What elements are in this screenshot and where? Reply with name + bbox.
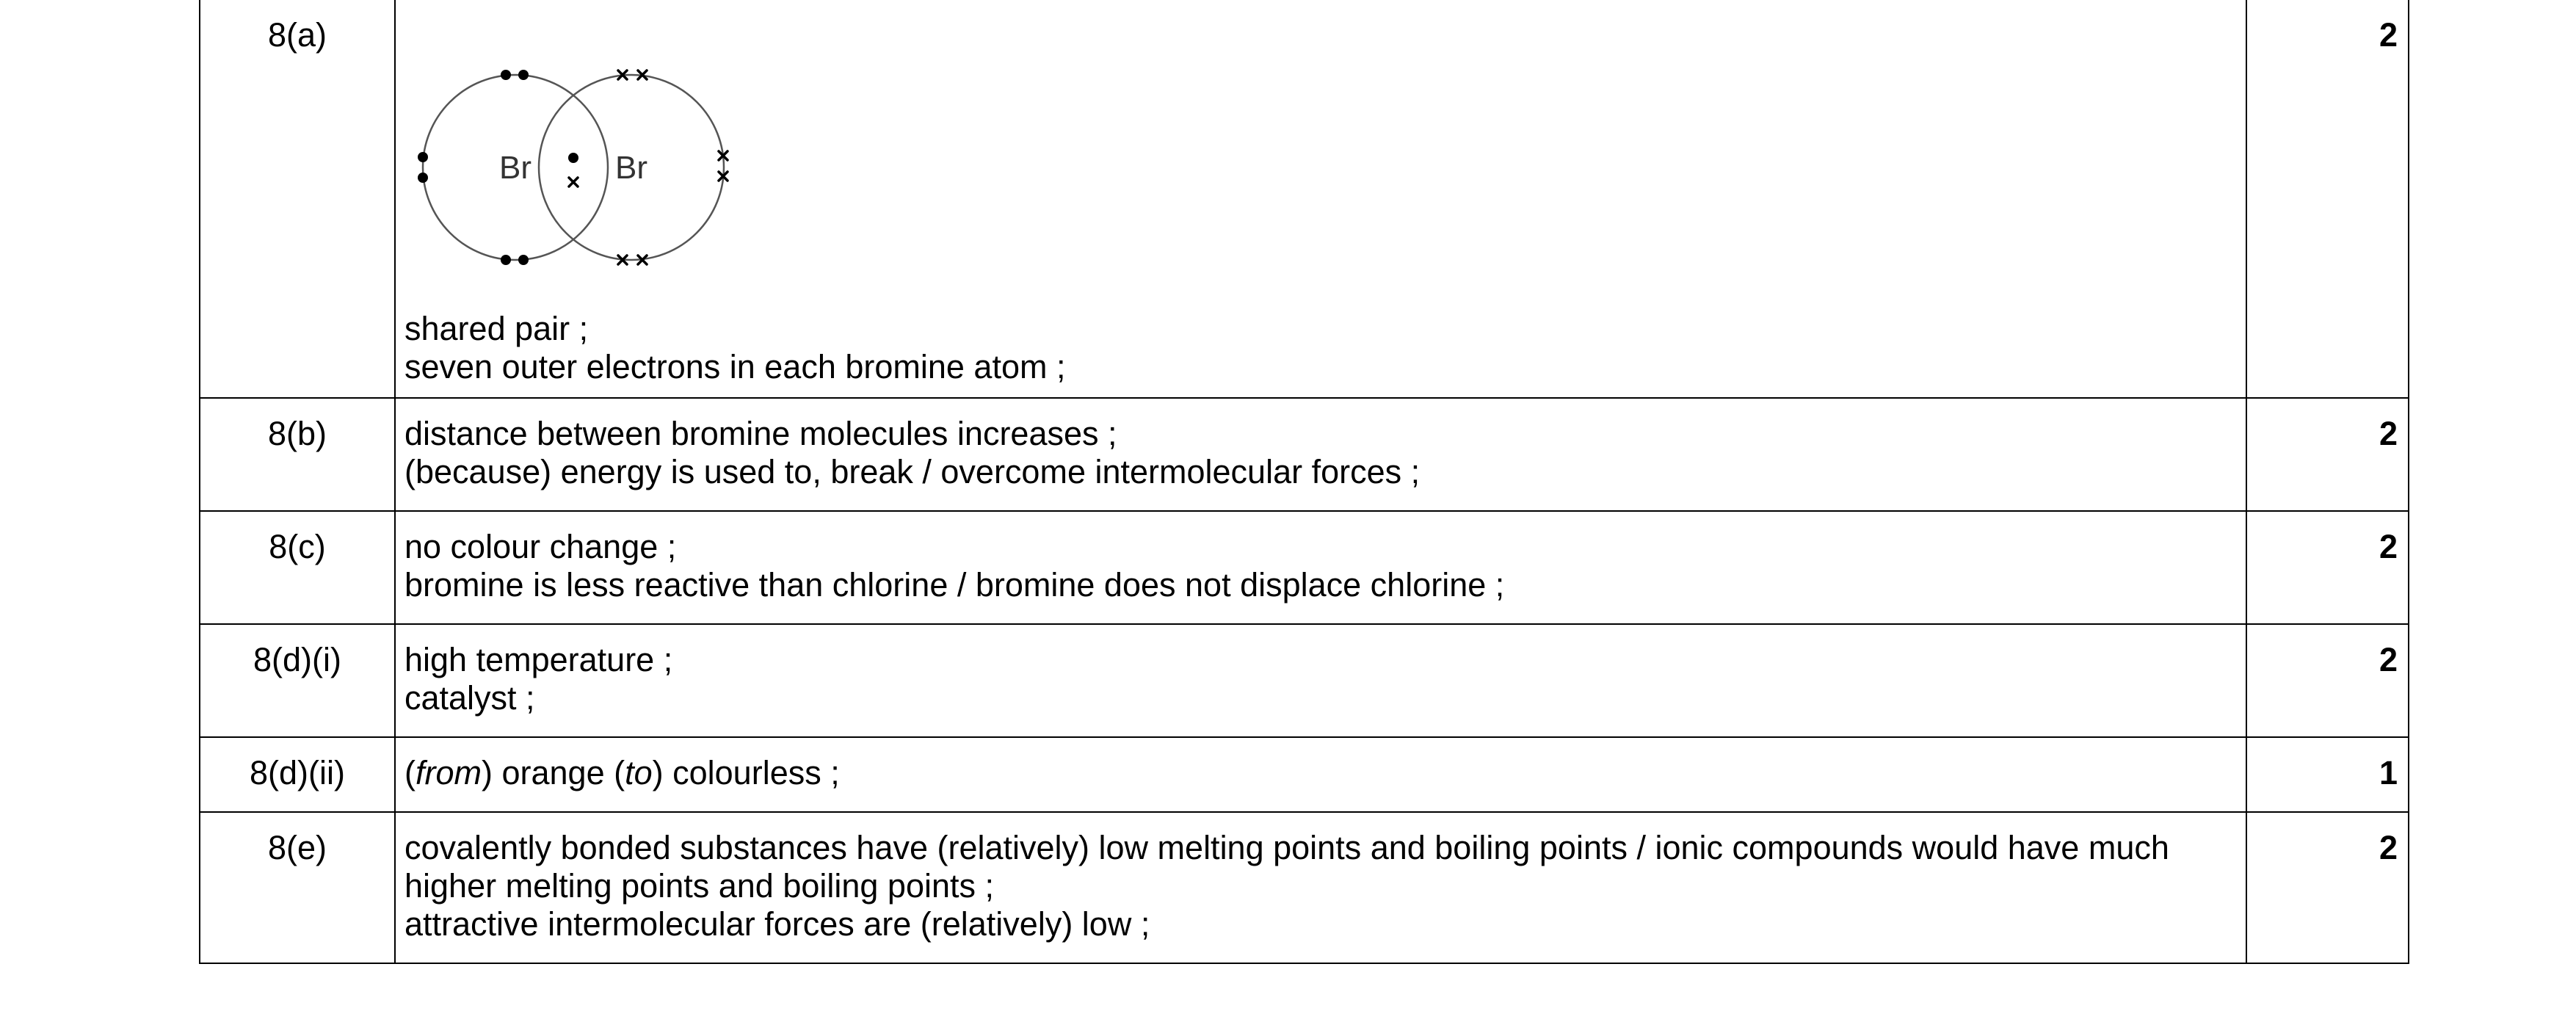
bromine-dot-cross-diagram xyxy=(404,51,742,301)
answer-line: seven outer electrons in each bromine atom ; xyxy=(404,348,1066,385)
answer-text-fragment: ( xyxy=(404,754,416,791)
question-number: 8(d)(ii) xyxy=(200,737,395,812)
answer-line: shared pair ; xyxy=(404,310,589,347)
answer-line: attractive intermolecular forces are (relatively) low ; xyxy=(404,905,1150,943)
answer-line xyxy=(404,754,2237,792)
answer-line: high temperature ; xyxy=(404,641,673,678)
answer-line: catalyst ; xyxy=(404,679,535,717)
bromine-molecule-diagram xyxy=(404,51,742,301)
answer-line: covalently bonded substances have (relatively) low melting points and boiling points / ionic compounds would have much higher melting points and boiling points ; xyxy=(404,829,2169,905)
table-row xyxy=(200,624,2409,737)
answer-text-fragment: ) orange ( xyxy=(482,754,625,791)
table-row xyxy=(200,812,2409,963)
answer-cell xyxy=(395,511,2246,624)
answer-cell xyxy=(395,737,2246,812)
answer-cell xyxy=(395,624,2246,737)
question-number: 8(d)(i) xyxy=(200,624,395,737)
answer-line: bromine is less reactive than chlorine / bromine does not displace chlorine ; xyxy=(404,566,1505,604)
answer-line: distance between bromine molecules increases ; xyxy=(404,415,1117,452)
question-number: 8(e) xyxy=(200,812,395,963)
atom-label-right: Br xyxy=(615,150,647,186)
answer-line: (because) energy is used to, break / overcome intermolecular forces ; xyxy=(404,453,1421,490)
marks-value: 2 xyxy=(2246,398,2409,511)
question-number: 8(c) xyxy=(200,511,395,624)
answer-text-fragment: ) colourless ; xyxy=(652,754,840,791)
table-row xyxy=(200,737,2409,812)
bromine-cross-electrons xyxy=(569,70,728,264)
atom-label-left: Br xyxy=(499,150,531,186)
answer-cell xyxy=(395,398,2246,511)
mark-scheme-table xyxy=(199,0,2409,964)
answer-cell xyxy=(395,812,2246,963)
marks-value: 2 xyxy=(2246,511,2409,624)
question-number: 8(b) xyxy=(200,398,395,511)
marks-value: 2 xyxy=(2246,812,2409,963)
marks-value: 2 xyxy=(2246,0,2409,398)
bromine-dot-electrons xyxy=(418,70,578,265)
answer-italic-from: from xyxy=(416,754,482,791)
marks-value: 1 xyxy=(2246,737,2409,812)
table-row xyxy=(200,398,2409,511)
answer-cell xyxy=(395,0,2246,398)
table-row xyxy=(200,511,2409,624)
marks-value: 2 xyxy=(2246,624,2409,737)
answer-line: no colour change ; xyxy=(404,528,677,565)
table-row xyxy=(200,0,2409,398)
question-number: 8(a) xyxy=(200,0,395,398)
answer-italic-to: to xyxy=(625,754,653,791)
